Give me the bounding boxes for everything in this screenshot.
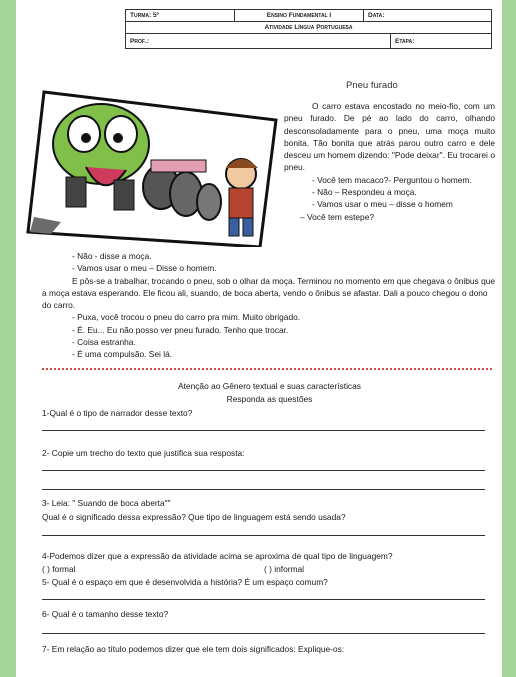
- question-3: Qual é o significado dessa expressão? Que tipo de linguagem está sendo usada?: [42, 512, 346, 522]
- activity-heading: Atenção ao Gênero textual e suas características: [178, 381, 361, 391]
- story-line: - Não – Respondeu a moça.: [312, 187, 417, 198]
- story-right-column: [284, 100, 495, 223]
- story-line: - Não - disse a moça.: [72, 251, 152, 261]
- story-paragraph: E pôs-se a trabalhar, trocando o pneu, sob o olhar da moça. Terminou no momento em que chegava o ônibus que a moça estava esperando. Ele ficou ali, suando, de boca aberta, vendo o ônibus se afastar. Dali a pouco chegou o dono do carro.: [42, 275, 496, 311]
- car-cartoon-illustration: [26, 82, 284, 247]
- question-6: 6- Qual é o tamanho desse texto?: [42, 609, 169, 619]
- story-line: - Puxa, você trocou o pneu do carro pra mim. Muito obrigado.: [72, 312, 301, 323]
- story-line: - É. Eu... Eu não posso ver pneu furado. Tenho que trocar.: [72, 324, 289, 335]
- story-paragraph: O carro estava encostado no meio-fio, com um pneu furado. De pé ao lado do carro, olhando desconsoladamente para o pneu, uma moça muito bonita. Tão bonita que atrás parou outro carro e dele desceu um homem dizendo: "Pode deixar". Eu trocarei o pneu.: [284, 101, 495, 173]
- dotted-divider: [42, 368, 492, 370]
- question-4: 4-Podemos dizer que a expressão da atividade acima se aproxima de qual tipo de linguagem?: [42, 551, 393, 561]
- etapa-cell: Etapa:: [395, 37, 415, 45]
- option-formal[interactable]: ( ) formal: [42, 564, 76, 574]
- atividade-cell: Atividade Língua Portuguesa: [264, 24, 353, 31]
- turma-cell: Turma: 5º: [126, 10, 235, 21]
- question-2: 2- Copie um trecho do texto que justifica sua resposta:: [42, 448, 245, 458]
- story-line: – Você tem estepe?: [300, 211, 375, 222]
- worksheet-page: [16, 0, 502, 677]
- answer-line: [42, 489, 485, 490]
- story-line: - Vamos usar o meu – disse o homem: [312, 199, 453, 210]
- story-line: - Coisa estranha.: [72, 337, 136, 348]
- story-line: - É uma compulsão. Sei lá.: [72, 349, 173, 360]
- question-5: 5- Qual é o espaço em que é desenvolvida a história? É um espaço comum?: [42, 577, 328, 587]
- option-informal[interactable]: ( ) informal: [264, 564, 305, 574]
- question-7: 7- Em relação ao título podemos dizer que ele tem dois significados: Explique-os:: [42, 644, 345, 654]
- answer-line: [42, 430, 485, 431]
- ensino-cell: Ensino Fundamental I: [235, 10, 364, 21]
- answer-line: [42, 633, 485, 634]
- story-line: - Vamos usar o meu – Disse o homem.: [72, 263, 217, 274]
- header-table: [125, 9, 492, 49]
- activity-subheading: Responda as questões: [226, 394, 313, 404]
- data-cell: Data:: [368, 12, 385, 19]
- prof-cell: Prof.:: [126, 34, 391, 48]
- story-title: Pneu furado: [346, 80, 398, 91]
- question-1: 1-Qual é o tipo de narrador desse texto?: [42, 408, 193, 418]
- answer-line: [42, 599, 485, 600]
- story-full-column: [42, 250, 497, 361]
- answer-line: [42, 535, 485, 536]
- question-3-quote: 3- Leia: " Suando de boca aberta"": [42, 498, 171, 508]
- answer-line: [42, 470, 485, 471]
- story-line: - Você tem macaco?- Perguntou o homem.: [312, 174, 472, 185]
